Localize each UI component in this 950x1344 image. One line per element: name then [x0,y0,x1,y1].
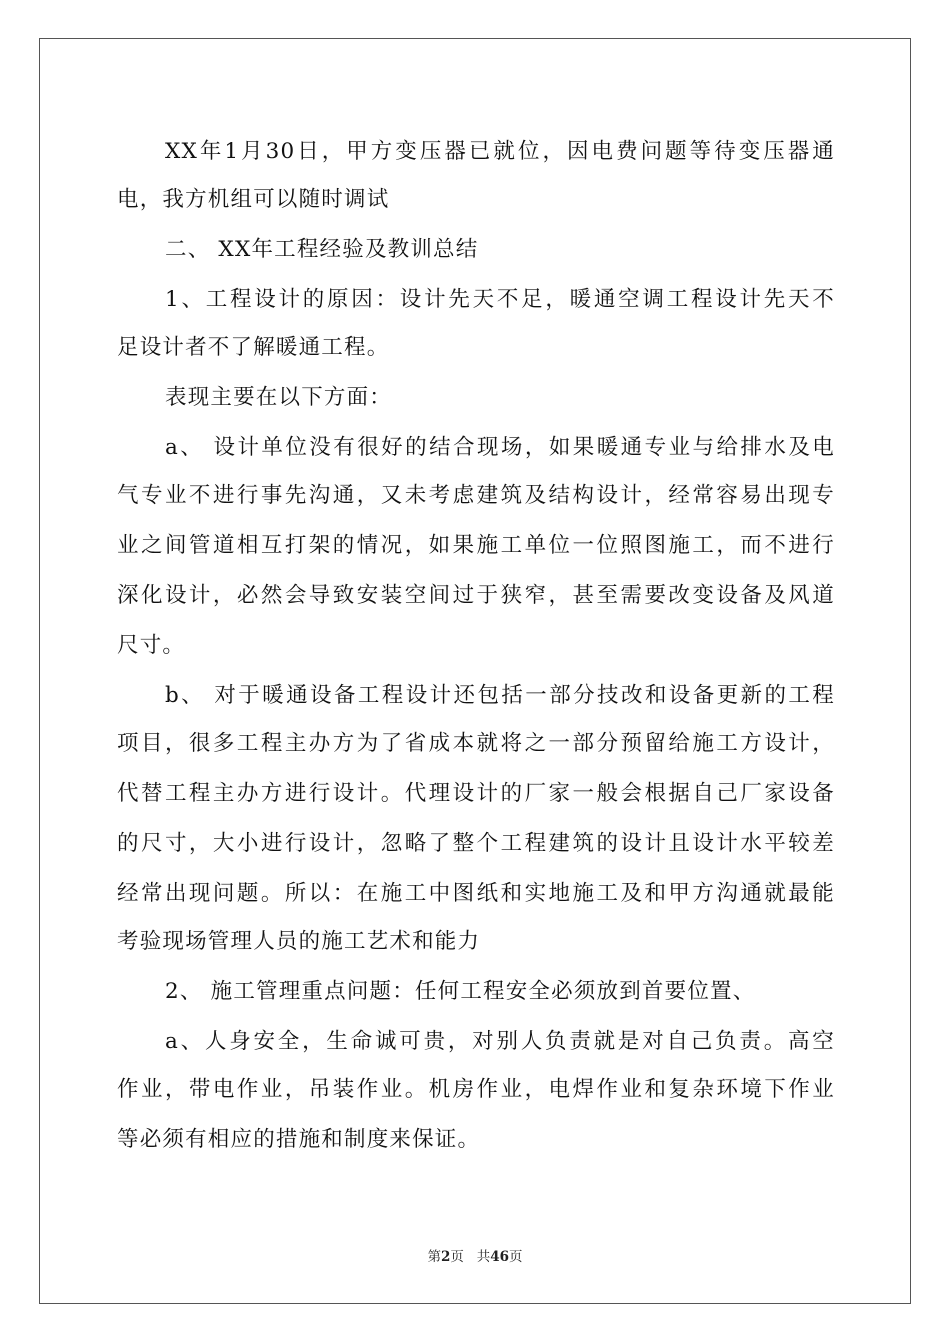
text-line: 尺寸。 [117,633,186,658]
text-line: 的尺寸，大小进行设计，忽略了整个工程建筑的设计且设计水平较差 [117,831,835,856]
text-line: b、 对于暖通设备工程设计还包括一部分技改和设备更新的工程 [165,683,835,708]
text-line: 气专业不进行事先沟通，又未考虑建筑及结构设计，经常容易出现专 [117,483,835,508]
section-heading: 二、 XX年工程经验及教训总结 [165,237,479,262]
text-line: 作业，带电作业，吊装作业。机房作业，电焊作业和复杂环境下作业 [117,1077,835,1102]
page-prefix: 第 [427,1249,441,1265]
page-suffix: 页 [450,1249,464,1265]
text-line: 电，我方机组可以随时调试 [117,187,390,212]
text-line: 深化设计，必然会导致安装空间过于狭窄，甚至需要改变设备及风道 [117,583,835,608]
text-line: 考验现场管理人员的施工艺术和能力 [117,929,481,954]
text-line: 业之间管道相互打架的情况，如果施工单位一位照图施工，而不进行 [117,533,835,558]
page-number: 2 [440,1249,451,1265]
text-line: 经常出现问题。所以：在施工中图纸和实地施工及和甲方沟通就最能 [117,881,835,906]
text-line: 1、工程设计的原因：设计先天不足，暖通空调工程设计先天不 [165,287,835,312]
text-line: 足设计者不了解暖通工程。 [117,335,390,360]
page-border [39,38,911,1304]
text-line: a、人身安全，生命诚可贵，对别人负责就是对自己负责。高空 [165,1029,835,1054]
text-line: 代替工程主办方进行设计。代理设计的厂家一般会根据自己厂家设备 [117,781,835,806]
total-pages: 46 [490,1249,510,1265]
text-line: 等必须有相应的措施和制度来保证。 [117,1127,481,1152]
text-line: 2、 施工管理重点问题：任何工程安全必须放到首要位置、 [165,979,756,1004]
text-line: 项目，很多工程主办方为了省成本就将之一部分预留给施工方设计， [117,731,835,756]
page-footer [0,1245,950,1265]
total-suffix: 页 [509,1249,523,1265]
total-prefix: 共 [476,1249,491,1265]
text-line: XX年1月30日，甲方变压器已就位，因电费问题等待变压器通 [165,139,835,164]
text-line: 表现主要在以下方面： [165,385,393,410]
text-line: a、 设计单位没有很好的结合现场，如果暖通专业与给排水及电 [165,435,835,460]
